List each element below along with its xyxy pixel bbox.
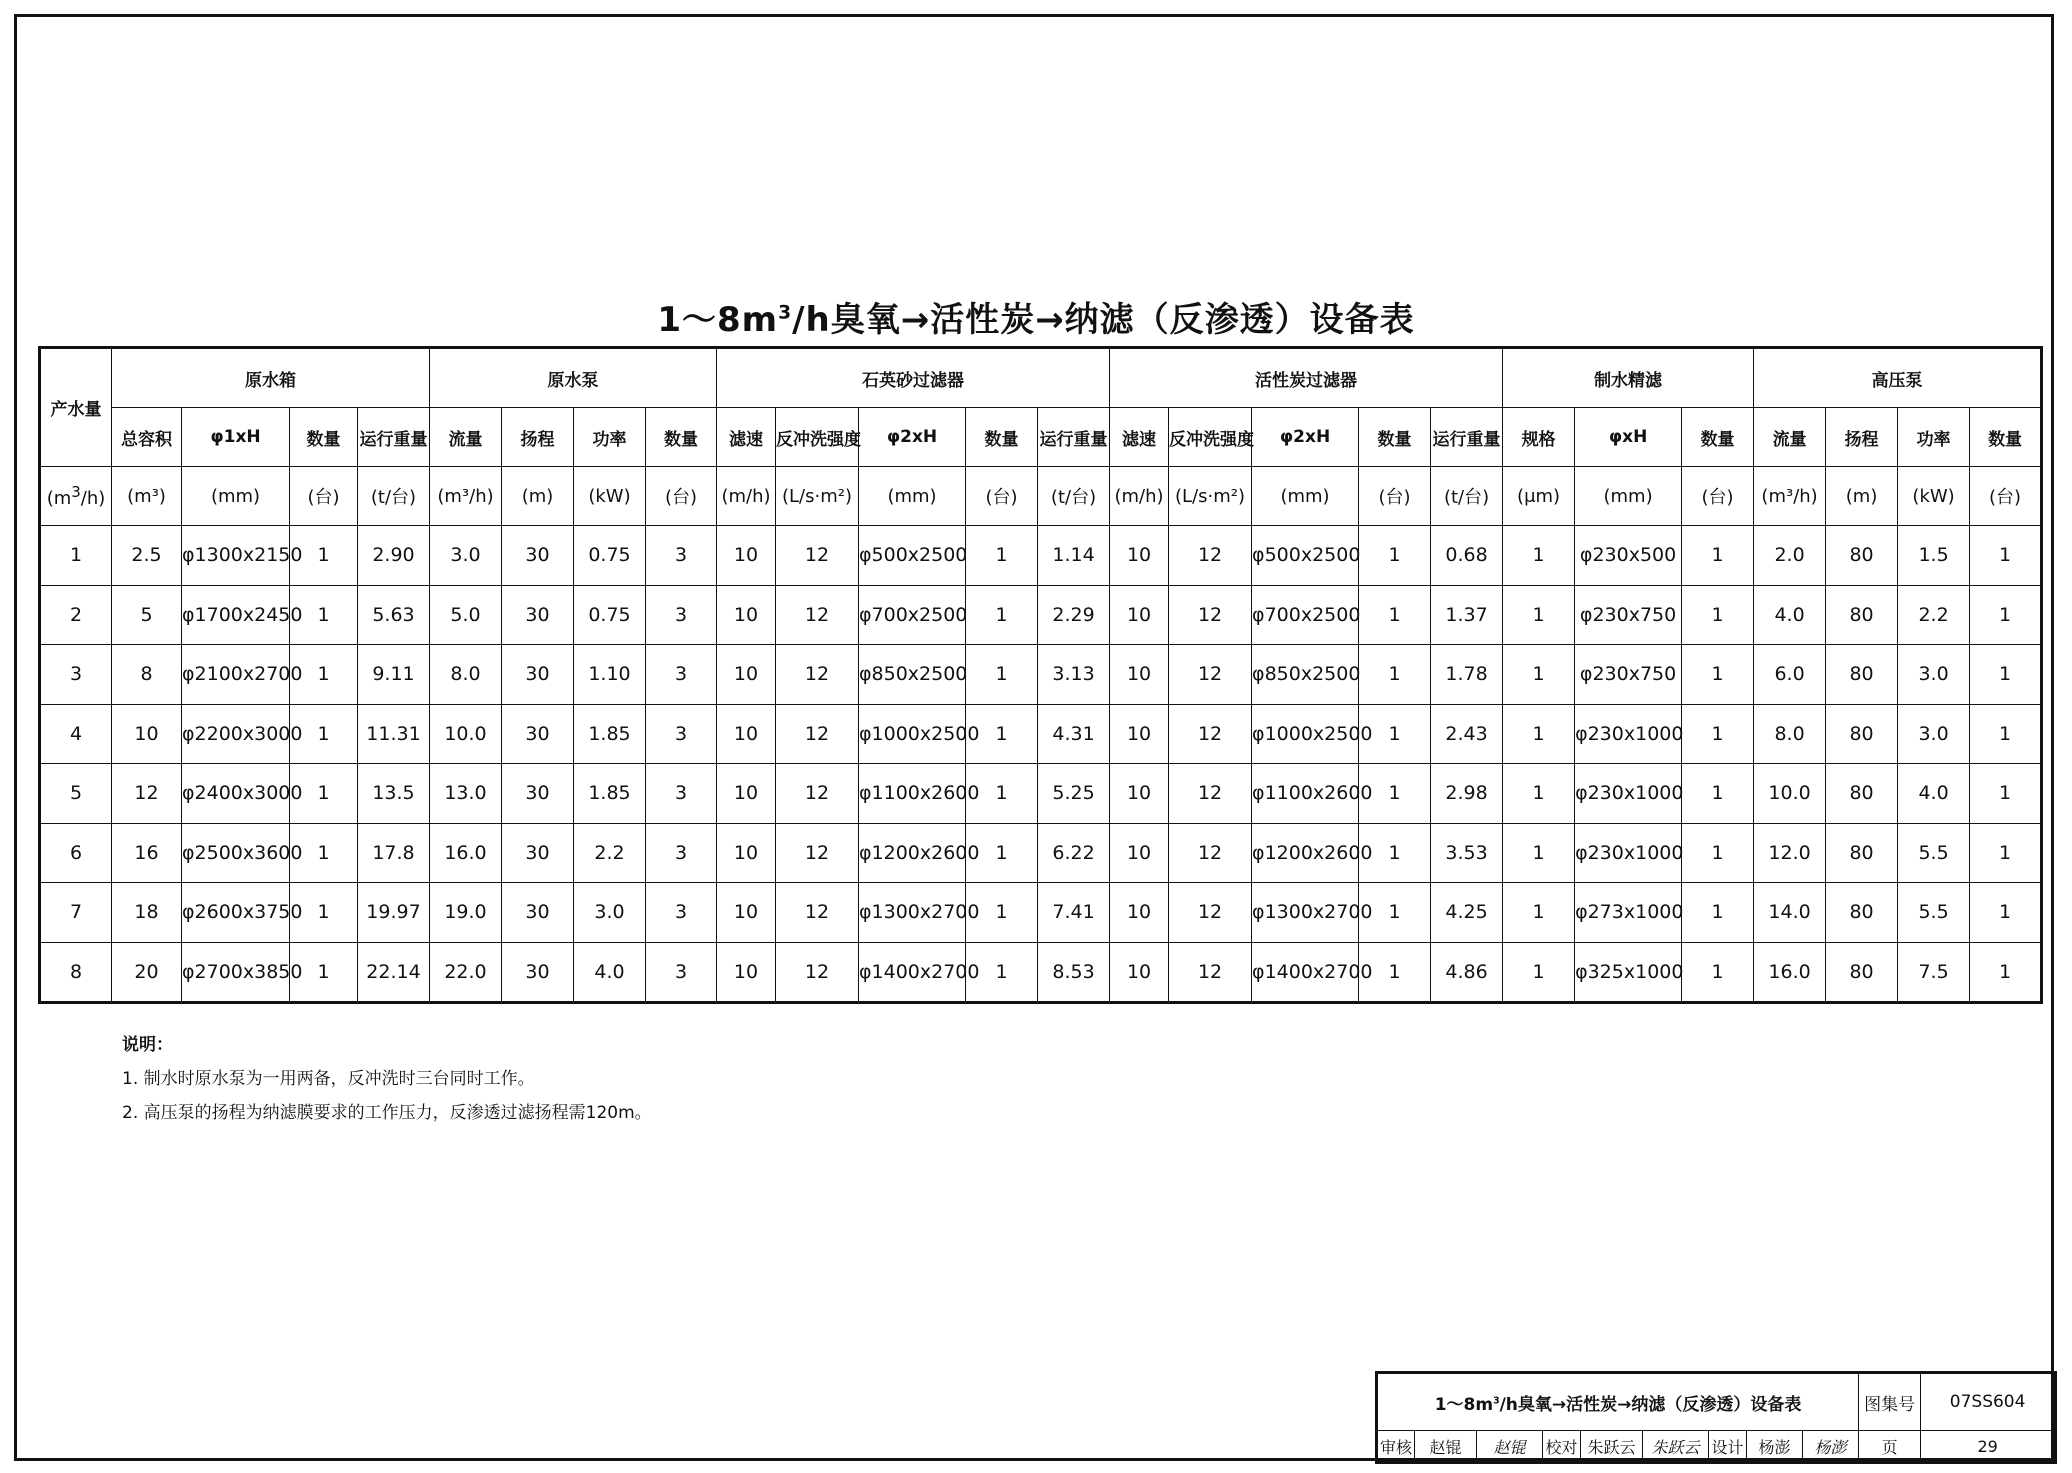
table-cell: 2.90	[358, 526, 430, 586]
table-cell: 1.85	[574, 764, 646, 824]
table-row	[40, 704, 2042, 764]
table-cell: 30	[502, 883, 574, 943]
table-cell: 3	[646, 526, 717, 586]
col-header-unit: (t/台)	[358, 467, 430, 526]
table-cell: 1.85	[574, 704, 646, 764]
title-block-title: $1\sim 8m^3/h$臭氧→活性炭→纳滤（反渗透）设备表	[1377, 1373, 1859, 1431]
table-cell: φ273x1000	[1575, 883, 1682, 943]
table-cell: 2.29	[1038, 585, 1110, 645]
col-header-name: 数量	[966, 408, 1038, 467]
table-cell: 1	[1359, 764, 1431, 824]
table-cell: 1	[966, 585, 1038, 645]
table-cell: 10	[717, 585, 776, 645]
table-cell: φ1200x2600	[1252, 823, 1359, 883]
table-cell: φ1300x2150	[182, 526, 290, 586]
table-cell: 1	[1970, 823, 2042, 883]
table-cell: φ230x750	[1575, 645, 1682, 705]
table-cell: 2.0	[1754, 526, 1826, 586]
table-cell: 3.0	[1898, 645, 1970, 705]
title-block	[1375, 1371, 2057, 1464]
table-cell: 1	[966, 526, 1038, 586]
table-cell: φ2200x3000	[182, 704, 290, 764]
table-cell: φ850x2500	[1252, 645, 1359, 705]
table-cell: 10	[1110, 704, 1169, 764]
table-cell: 8.0	[430, 645, 502, 705]
table-cell: 10	[1110, 883, 1169, 943]
table-cell: 4.31	[1038, 704, 1110, 764]
table-cell: 1	[1359, 645, 1431, 705]
table-cell: 12	[1169, 823, 1252, 883]
table-cell: 1	[966, 704, 1038, 764]
table-cell: 1	[1359, 585, 1431, 645]
table-cell: 1	[966, 883, 1038, 943]
col-header-name: 功率	[1898, 408, 1970, 467]
table-cell: 3.13	[1038, 645, 1110, 705]
col-header-name: 滤速	[717, 408, 776, 467]
table-cell: φ700x2500	[859, 585, 966, 645]
table-cell: 0.68	[1431, 526, 1503, 586]
page-number: 29	[1921, 1431, 2056, 1463]
table-cell: 1	[966, 942, 1038, 1003]
table-cell: 9.11	[358, 645, 430, 705]
col-header-name: 反冲洗强度	[1169, 408, 1252, 467]
header-name-row	[40, 408, 2042, 467]
check-signature: 朱跃云	[1643, 1431, 1709, 1463]
col-header-unit: (L/s·m²)	[776, 467, 859, 526]
table-cell: 3	[646, 883, 717, 943]
note-item: 1. 制水时原水泵为一用两备，反冲洗时三台同时工作。	[122, 1069, 535, 1089]
col-output-unit: $(m^3/h)$	[40, 467, 112, 526]
col-header-name: 数量	[1359, 408, 1431, 467]
table-cell: 10	[717, 942, 776, 1003]
row-output-value: 5	[40, 764, 112, 824]
col-header-name: 流量	[1754, 408, 1826, 467]
table-cell: 1	[1503, 823, 1575, 883]
table-cell: 80	[1826, 883, 1898, 943]
table-cell: 10.0	[1754, 764, 1826, 824]
table-cell: 13.5	[358, 764, 430, 824]
table-cell: 1	[1503, 764, 1575, 824]
table-cell: 2.43	[1431, 704, 1503, 764]
table-cell: 10	[717, 645, 776, 705]
table-cell: 1	[1359, 823, 1431, 883]
equipment-table	[38, 346, 2043, 1004]
table-cell: 1.78	[1431, 645, 1503, 705]
table-cell: φ1000x2500	[859, 704, 966, 764]
design-label: 设计	[1709, 1431, 1747, 1463]
group-raw-water-tank: 原水箱	[112, 348, 430, 408]
group-activated-carbon-filter: 活性炭过滤器	[1110, 348, 1503, 408]
table-cell: 3	[646, 942, 717, 1003]
col-header-unit: (m/h)	[717, 467, 776, 526]
col-header-unit: (mm)	[859, 467, 966, 526]
table-cell: 10	[1110, 526, 1169, 586]
table-cell: 1	[966, 645, 1038, 705]
table-cell: 30	[502, 526, 574, 586]
table-cell: 19.97	[358, 883, 430, 943]
col-header-name: 运行重量	[1431, 408, 1503, 467]
table-cell: 1	[1970, 645, 2042, 705]
col-header-name: 反冲洗强度	[776, 408, 859, 467]
table-cell: φ1700x2450	[182, 585, 290, 645]
col-header-unit: (m)	[502, 467, 574, 526]
table-cell: φ2600x3750	[182, 883, 290, 943]
table-cell: 17.8	[358, 823, 430, 883]
col-header-unit: (mm)	[1252, 467, 1359, 526]
table-cell: 22.0	[430, 942, 502, 1003]
table-cell: φ2500x3600	[182, 823, 290, 883]
table-cell: 12	[776, 764, 859, 824]
table-cell: 1	[1970, 526, 2042, 586]
table-cell: 1	[290, 942, 358, 1003]
table-cell: 10	[1110, 585, 1169, 645]
table-cell: 12	[1169, 883, 1252, 943]
table-cell: 1.10	[574, 645, 646, 705]
table-cell: φ850x2500	[859, 645, 966, 705]
table-cell: φ1000x2500	[1252, 704, 1359, 764]
table-cell: 1	[1503, 883, 1575, 943]
table-cell: 2.2	[574, 823, 646, 883]
table-cell: 3.0	[574, 883, 646, 943]
table-cell: 80	[1826, 942, 1898, 1003]
page-label: 页	[1859, 1431, 1921, 1463]
table-cell: 1	[1503, 645, 1575, 705]
table-cell: φ1300x2700	[859, 883, 966, 943]
group-high-pressure-pump: 高压泵	[1754, 348, 2042, 408]
table-cell: 12	[776, 585, 859, 645]
table-cell: 1	[290, 645, 358, 705]
row-output-value: 2	[40, 585, 112, 645]
table-cell: 6.22	[1038, 823, 1110, 883]
table-cell: 13.0	[430, 764, 502, 824]
row-output-value: 7	[40, 883, 112, 943]
table-cell: 1	[290, 823, 358, 883]
col-header-unit: (m³/h)	[1754, 467, 1826, 526]
col-header-unit: (台)	[290, 467, 358, 526]
table-cell: 3	[646, 585, 717, 645]
table-cell: 12	[1169, 645, 1252, 705]
row-output-value: 1	[40, 526, 112, 586]
row-output-value: 4	[40, 704, 112, 764]
table-cell: 11.31	[358, 704, 430, 764]
table-cell: 10	[717, 764, 776, 824]
table-row	[40, 526, 2042, 586]
table-cell: 4.25	[1431, 883, 1503, 943]
table-cell: 10	[717, 526, 776, 586]
notes-title: 说明：	[122, 1035, 173, 1055]
table-cell: 12	[1169, 526, 1252, 586]
table-cell: φ230x1000	[1575, 764, 1682, 824]
col-output-name: 产水量	[40, 348, 112, 467]
table-cell: 12	[112, 764, 182, 824]
table-row	[40, 764, 2042, 824]
table-cell: φ1400x2700	[859, 942, 966, 1003]
table-cell: 1.5	[1898, 526, 1970, 586]
table-cell: 19.0	[430, 883, 502, 943]
table-cell: 16	[112, 823, 182, 883]
table-cell: 1	[1970, 764, 2042, 824]
table-cell: φ500x2500	[1252, 526, 1359, 586]
col-header-unit: (台)	[1970, 467, 2042, 526]
design-signature: 杨澎	[1803, 1431, 1859, 1463]
table-cell: φ1400x2700	[1252, 942, 1359, 1003]
table-cell: 1	[1503, 526, 1575, 586]
table-cell: 8.53	[1038, 942, 1110, 1003]
col-header-name: 流量	[430, 408, 502, 467]
table-cell: 30	[502, 942, 574, 1003]
table-cell: 3	[646, 764, 717, 824]
col-header-name: φ1xH	[182, 408, 290, 467]
table-cell: 80	[1826, 526, 1898, 586]
check-label: 校对	[1543, 1431, 1581, 1463]
table-cell: 5.5	[1898, 823, 1970, 883]
group-quartz-sand-filter: 石英砂过滤器	[717, 348, 1110, 408]
table-cell: 10	[1110, 645, 1169, 705]
col-header-unit: (m)	[1826, 467, 1898, 526]
table-cell: 7.5	[1898, 942, 1970, 1003]
table-cell: 3	[646, 823, 717, 883]
table-cell: 1	[1682, 585, 1754, 645]
table-cell: 10	[717, 704, 776, 764]
table-cell: φ1300x2700	[1252, 883, 1359, 943]
table-cell: 1	[1503, 585, 1575, 645]
review-name: 赵锟	[1415, 1431, 1477, 1463]
row-output-value: 8	[40, 942, 112, 1003]
col-header-name: 数量	[1682, 408, 1754, 467]
table-cell: 3.53	[1431, 823, 1503, 883]
table-cell: 8.0	[1754, 704, 1826, 764]
table-cell: φ2700x3850	[182, 942, 290, 1003]
table-cell: 4.0	[574, 942, 646, 1003]
table-cell: 2.5	[112, 526, 182, 586]
table-cell: 1	[1682, 764, 1754, 824]
table-cell: φ230x1000	[1575, 823, 1682, 883]
col-header-name: 运行重量	[358, 408, 430, 467]
table-cell: 12	[1169, 585, 1252, 645]
col-header-name: 规格	[1503, 408, 1575, 467]
table-cell: 1	[1682, 704, 1754, 764]
table-cell: 1	[966, 764, 1038, 824]
table-cell: 12	[1169, 942, 1252, 1003]
table-cell: 22.14	[358, 942, 430, 1003]
design-name: 杨澎	[1747, 1431, 1803, 1463]
table-cell: 1	[1359, 942, 1431, 1003]
table-cell: 4.0	[1898, 764, 1970, 824]
group-fine-filter: 制水精滤	[1503, 348, 1754, 408]
header-unit-row	[40, 467, 2042, 526]
col-header-name: 数量	[290, 408, 358, 467]
table-cell: 12	[776, 704, 859, 764]
col-header-name: 扬程	[1826, 408, 1898, 467]
table-cell: φ2100x2700	[182, 645, 290, 705]
table-cell: 1	[1359, 704, 1431, 764]
table-cell: φ230x500	[1575, 526, 1682, 586]
table-cell: 20	[112, 942, 182, 1003]
table-cell: 80	[1826, 764, 1898, 824]
table-cell: 12.0	[1754, 823, 1826, 883]
review-signature: 赵锟	[1477, 1431, 1543, 1463]
col-header-name: 总容积	[112, 408, 182, 467]
col-header-name: φ2xH	[859, 408, 966, 467]
table-cell: 10	[1110, 764, 1169, 824]
col-header-unit: (台)	[1359, 467, 1431, 526]
table-row	[40, 645, 2042, 705]
table-cell: 1	[290, 883, 358, 943]
table-cell: 1	[1503, 942, 1575, 1003]
col-header-unit: (mm)	[182, 467, 290, 526]
table-cell: 18	[112, 883, 182, 943]
table-cell: 1	[1682, 883, 1754, 943]
col-header-unit: (台)	[646, 467, 717, 526]
col-header-unit: (kW)	[574, 467, 646, 526]
table-row	[40, 585, 2042, 645]
notes	[122, 1028, 652, 1130]
table-cell: 0.75	[574, 526, 646, 586]
col-header-unit: (m³)	[112, 467, 182, 526]
table-cell: 1	[290, 526, 358, 586]
table-cell: 12	[776, 645, 859, 705]
table-cell: 0.75	[574, 585, 646, 645]
table-cell: 10	[717, 823, 776, 883]
table-cell: 3	[646, 645, 717, 705]
table-cell: 1	[1970, 883, 2042, 943]
check-name: 朱跃云	[1581, 1431, 1643, 1463]
col-header-unit: (kW)	[1898, 467, 1970, 526]
table-cell: φ230x750	[1575, 585, 1682, 645]
table-cell: 1	[290, 704, 358, 764]
table-cell: φ230x1000	[1575, 704, 1682, 764]
table-row	[40, 883, 2042, 943]
table-cell: 10	[717, 883, 776, 943]
col-header-name: 功率	[574, 408, 646, 467]
table-cell: 6.0	[1754, 645, 1826, 705]
table-cell: 80	[1826, 704, 1898, 764]
table-cell: 8	[112, 645, 182, 705]
table-cell: 1	[1682, 526, 1754, 586]
table-cell: 10	[112, 704, 182, 764]
col-header-unit: (t/台)	[1038, 467, 1110, 526]
table-cell: 5.0	[430, 585, 502, 645]
table-cell: 1.37	[1431, 585, 1503, 645]
row-output-value: 3	[40, 645, 112, 705]
table-cell: 30	[502, 764, 574, 824]
table-cell: φ325x1000	[1575, 942, 1682, 1003]
table-row	[40, 823, 2042, 883]
table-cell: 5	[112, 585, 182, 645]
table-cell: 10	[1110, 823, 1169, 883]
table-row	[40, 942, 2042, 1003]
col-header-unit: (L/s·m²)	[1169, 467, 1252, 526]
table-cell: 1	[290, 585, 358, 645]
table-cell: 80	[1826, 645, 1898, 705]
col-header-unit: (μm)	[1503, 467, 1575, 526]
table-cell: 1	[1970, 585, 2042, 645]
col-header-unit: (台)	[1682, 467, 1754, 526]
row-output-value: 6	[40, 823, 112, 883]
table-cell: 1.14	[1038, 526, 1110, 586]
table-cell: 1	[1970, 704, 2042, 764]
table-cell: 3	[646, 704, 717, 764]
col-header-unit: (m³/h)	[430, 467, 502, 526]
col-header-name: φxH	[1575, 408, 1682, 467]
table-cell: φ1100x2600	[1252, 764, 1359, 824]
table-cell: 5.5	[1898, 883, 1970, 943]
col-header-name: 运行重量	[1038, 408, 1110, 467]
table-cell: 12	[776, 942, 859, 1003]
table-cell: 2.2	[1898, 585, 1970, 645]
table-cell: φ1100x2600	[859, 764, 966, 824]
table-cell: 12	[1169, 764, 1252, 824]
atlas-number: 07SS604	[1921, 1373, 2056, 1431]
table-cell: 10	[1110, 942, 1169, 1003]
col-header-name: 扬程	[502, 408, 574, 467]
table-cell: 2.98	[1431, 764, 1503, 824]
table-cell: 12	[776, 883, 859, 943]
table-cell: 3.0	[430, 526, 502, 586]
table-cell: 4.86	[1431, 942, 1503, 1003]
table-cell: 1	[1359, 883, 1431, 943]
col-header-name: 数量	[1970, 408, 2042, 467]
group-raw-water-pump: 原水泵	[430, 348, 717, 408]
table-title: $1\sim 8m^3/h$臭氧→活性炭→纳滤（反渗透）设备表	[657, 300, 1415, 340]
col-header-unit: (mm)	[1575, 467, 1682, 526]
table-cell: 16.0	[1754, 942, 1826, 1003]
col-header-unit: (台)	[966, 467, 1038, 526]
table-cell: φ1200x2600	[859, 823, 966, 883]
col-header-name: 滤速	[1110, 408, 1169, 467]
table-cell: φ2400x3000	[182, 764, 290, 824]
table-cell: 1	[1503, 704, 1575, 764]
table-cell: 1	[1682, 645, 1754, 705]
table-cell: 1	[1682, 942, 1754, 1003]
group-header-row	[40, 348, 2042, 408]
table-cell: 30	[502, 645, 574, 705]
table-cell: 5.63	[358, 585, 430, 645]
table-cell: 1	[290, 764, 358, 824]
review-label: 审核	[1377, 1431, 1415, 1463]
table-cell: 12	[776, 823, 859, 883]
table-cell: 16.0	[430, 823, 502, 883]
col-header-unit: (m/h)	[1110, 467, 1169, 526]
note-item: 2. 高压泵的扬程为纳滤膜要求的工作压力，反渗透过滤扬程需120m。	[122, 1103, 652, 1123]
table-cell: 30	[502, 704, 574, 764]
table-cell: 4.0	[1754, 585, 1826, 645]
table-cell: 30	[502, 585, 574, 645]
table-cell: 12	[776, 526, 859, 586]
atlas-label: 图集号	[1859, 1373, 1921, 1431]
table-cell: 30	[502, 823, 574, 883]
table-cell: 1	[1359, 526, 1431, 586]
table-cell: 10.0	[430, 704, 502, 764]
table-cell: 1	[1682, 823, 1754, 883]
table-cell: 1	[966, 823, 1038, 883]
table-cell: 14.0	[1754, 883, 1826, 943]
table-cell: 80	[1826, 823, 1898, 883]
table-cell: 1	[1970, 942, 2042, 1003]
col-header-unit: (t/台)	[1431, 467, 1503, 526]
table-cell: 3.0	[1898, 704, 1970, 764]
table-cell: 5.25	[1038, 764, 1110, 824]
table-cell: 7.41	[1038, 883, 1110, 943]
table-cell: 12	[1169, 704, 1252, 764]
col-header-name: 数量	[646, 408, 717, 467]
table-cell: φ500x2500	[859, 526, 966, 586]
table-cell: φ700x2500	[1252, 585, 1359, 645]
table-cell: 80	[1826, 585, 1898, 645]
col-header-name: φ2xH	[1252, 408, 1359, 467]
